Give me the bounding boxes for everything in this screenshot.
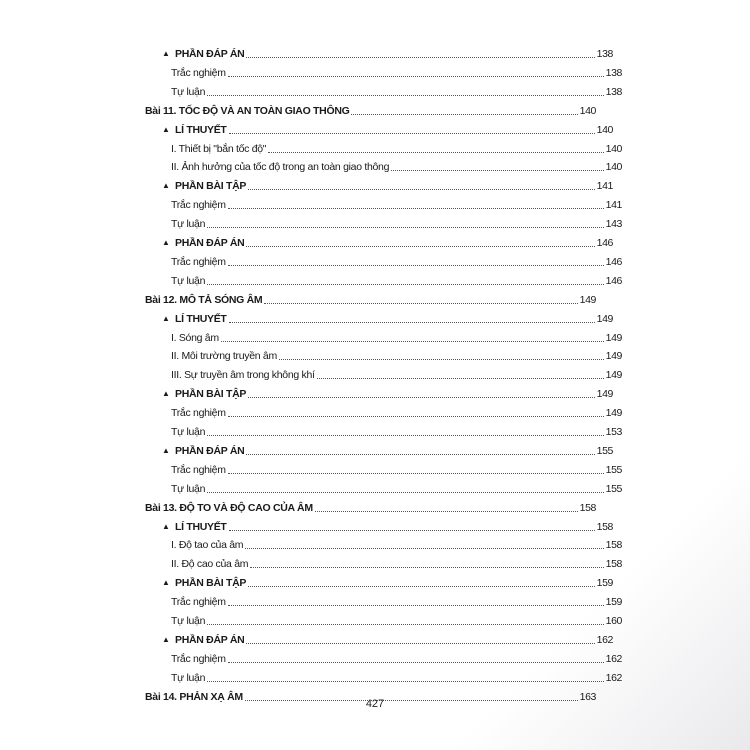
toc-entry-title: PHẦN ĐÁP ÁN <box>175 633 245 646</box>
toc-entry-title: Trắc nghiệm <box>171 463 226 476</box>
toc-subsection-entry <box>145 552 622 570</box>
dot-leader <box>250 566 603 568</box>
toc-section-entry <box>145 118 613 136</box>
toc-entry-title: LÍ THUYẾT <box>175 123 227 136</box>
dot-leader <box>207 491 604 493</box>
dot-leader <box>268 151 603 153</box>
toc-entry-title: PHẦN BÀI TẬP <box>175 388 247 401</box>
toc-entry-title: I. Sóng âm <box>171 331 219 344</box>
dot-leader <box>228 604 604 606</box>
toc-subsection-entry <box>145 609 622 627</box>
toc-chapter-entry <box>145 288 596 306</box>
toc-entry-page: 163 <box>579 690 596 703</box>
toc-entry-page: 149 <box>605 407 622 420</box>
toc-entry-page: 140 <box>605 142 622 155</box>
toc-entry-page: 146 <box>596 237 613 249</box>
toc-entry-title: I. Độ tao của âm <box>171 539 244 552</box>
toc-subsection-entry <box>145 533 622 551</box>
toc-subsection-entry <box>145 401 622 419</box>
toc-entry-page: 149 <box>605 331 622 344</box>
toc-entry-title: II. Độ cao của âm <box>171 558 249 571</box>
triangle-bullet-icon: ▲ <box>162 634 170 644</box>
toc-entry-page: 138 <box>605 85 622 98</box>
dot-leader <box>229 321 595 323</box>
toc-subsection-entry <box>145 137 622 155</box>
toc-subsection-entry <box>145 155 622 173</box>
toc-entry-page: 155 <box>596 444 613 457</box>
toc-entry-title: PHẦN BÀI TẬP <box>175 577 247 590</box>
dot-leader <box>207 434 604 436</box>
dot-leader <box>229 132 595 134</box>
toc-entry-title: Tự luận <box>171 218 206 231</box>
toc-subsection-entry <box>145 363 622 381</box>
toc-entry-page: 155 <box>605 463 622 476</box>
toc-entry-page: 160 <box>605 615 622 627</box>
toc-entry-title: Trắc nghiệm <box>171 199 226 212</box>
toc-chapter-entry <box>145 496 596 514</box>
toc-section-entry <box>145 382 613 400</box>
toc-subsection-entry <box>145 269 622 287</box>
dot-leader <box>221 340 604 342</box>
toc-subsection-entry <box>145 477 622 495</box>
toc-entry-page: 138 <box>605 66 622 79</box>
toc-entry-title: Bài 12. MÔ TẢ SÓNG ÂM <box>145 293 263 306</box>
toc-subsection-entry <box>145 212 622 230</box>
toc-section-entry <box>145 231 613 249</box>
toc-section-entry <box>145 439 613 457</box>
toc-entry-title: Tự luận <box>171 615 206 627</box>
toc-entry-title: Bài 13. ĐỘ TO VÀ ĐỘ CAO CỦA ÂM <box>145 501 313 514</box>
toc-entry-title: II. Ảnh hưởng của tốc độ trong an toàn giao thông <box>171 161 390 174</box>
dot-leader <box>207 283 604 285</box>
page-number: 427 <box>365 698 385 710</box>
triangle-bullet-icon: ▲ <box>162 124 170 134</box>
dot-leader <box>246 453 594 455</box>
toc-section-entry <box>145 42 613 60</box>
dot-leader <box>246 642 594 644</box>
toc-entry-page: 149 <box>579 293 596 306</box>
toc-entry-page: 140 <box>579 104 596 117</box>
toc-entry-title: Tự luận <box>171 426 206 438</box>
toc-entry-page: 143 <box>605 218 622 231</box>
toc-subsection-entry <box>145 80 622 98</box>
toc-entry-title: PHẦN ĐÁP ÁN <box>175 48 245 60</box>
dot-leader <box>228 207 604 209</box>
toc-subsection-entry <box>145 61 622 79</box>
toc-chapter-entry <box>145 99 596 117</box>
triangle-bullet-icon: ▲ <box>162 181 170 191</box>
toc-entry-page: 158 <box>605 539 622 552</box>
toc-entry-page: 155 <box>605 482 622 495</box>
triangle-bullet-icon: ▲ <box>162 578 170 588</box>
toc-entry-page: 146 <box>605 274 622 287</box>
dot-leader <box>317 377 604 379</box>
toc-section-entry <box>145 307 613 325</box>
toc-entry-page: 162 <box>596 633 613 646</box>
dot-leader <box>228 661 604 663</box>
triangle-bullet-icon: ▲ <box>162 238 170 247</box>
toc-subsection-entry <box>145 193 622 211</box>
dot-leader <box>264 302 577 304</box>
toc-entry-title: Bài 14. PHẢN XẠ ÂM <box>145 690 243 703</box>
toc-entry-page: 149 <box>596 312 613 325</box>
triangle-bullet-icon: ▲ <box>162 389 170 399</box>
toc-entry-page: 158 <box>596 520 613 533</box>
dot-leader <box>351 113 577 115</box>
toc-entry-title: Trắc nghiệm <box>171 652 226 665</box>
toc-entry-title: II. Môi trường truyền âm <box>171 350 277 363</box>
dot-leader <box>228 75 604 77</box>
toc-entry-title: PHẦN ĐÁP ÁN <box>175 444 245 457</box>
toc-subsection-entry <box>145 326 622 344</box>
triangle-bullet-icon: ▲ <box>162 313 170 323</box>
toc-entry-title: Tự luận <box>171 85 206 98</box>
toc-entry-title: LÍ THUYẾT <box>175 312 227 325</box>
toc-subsection-entry <box>145 458 622 476</box>
toc-entry-page: 153 <box>605 426 622 438</box>
toc-subsection-entry <box>145 344 622 362</box>
dot-leader <box>207 623 604 625</box>
toc-section-entry <box>145 628 613 646</box>
toc-section-entry <box>145 515 613 533</box>
dot-leader <box>279 358 604 360</box>
toc-entry-page: 162 <box>605 652 622 665</box>
toc-entry-page: 149 <box>605 350 622 363</box>
toc-entry-title: PHẦN BÀI TẬP <box>175 180 247 193</box>
toc-entry-page: 140 <box>605 161 622 174</box>
toc-entry-page: 158 <box>579 501 596 514</box>
toc-entry-page: 158 <box>605 558 622 571</box>
toc-entry-page: 140 <box>596 123 613 136</box>
dot-leader <box>245 547 603 549</box>
toc-entry-title: I. Thiết bị "bắn tốc độ" <box>171 142 267 155</box>
toc-entry-page: 159 <box>596 577 613 590</box>
toc-entry-title: Trắc nghiệm <box>171 255 226 268</box>
toc-subsection-entry <box>145 420 622 438</box>
toc-entry-page: 141 <box>596 180 613 193</box>
dot-leader <box>228 472 604 474</box>
triangle-bullet-icon: ▲ <box>162 49 170 58</box>
toc-entry-title: Trắc nghiệm <box>171 407 226 420</box>
dot-leader <box>228 415 604 417</box>
dot-leader <box>207 680 604 682</box>
dot-leader <box>246 56 594 58</box>
toc-entry-title: III. Sự truyền âm trong không khí <box>171 369 315 382</box>
dot-leader <box>246 245 594 247</box>
toc-entry-page: 162 <box>605 671 622 684</box>
toc-entry-page: 149 <box>605 369 622 382</box>
dot-leader <box>315 510 578 512</box>
triangle-bullet-icon: ▲ <box>162 521 170 531</box>
dot-leader <box>248 396 595 398</box>
dot-leader <box>207 94 604 96</box>
dot-leader <box>248 188 595 190</box>
toc-entry-title: Trắc nghiệm <box>171 66 226 79</box>
toc-subsection-entry <box>145 250 622 268</box>
toc-subsection-entry <box>145 666 622 684</box>
toc-entry-page: 159 <box>605 596 622 609</box>
toc-entry-title: PHẦN ĐÁP ÁN <box>175 237 245 249</box>
toc-entry-page: 149 <box>596 388 613 401</box>
dot-leader <box>229 529 595 531</box>
toc-entry-page: 138 <box>596 48 613 60</box>
toc-entry-page: 146 <box>605 255 622 268</box>
toc-subsection-entry <box>145 647 622 665</box>
triangle-bullet-icon: ▲ <box>162 445 170 455</box>
toc-subsection-entry <box>145 590 622 608</box>
dot-leader <box>391 169 604 171</box>
toc-section-entry <box>145 571 613 589</box>
dot-leader <box>228 264 604 266</box>
toc-entry-page: 141 <box>605 199 622 212</box>
toc-entry-title: Tự luận <box>171 274 206 287</box>
toc-entry-title: LÍ THUYẾT <box>175 520 227 533</box>
dot-leader <box>248 585 595 587</box>
toc-entry-title: Bài 11. TỐC ĐỘ VÀ AN TOÀN GIAO THÔNG <box>145 104 350 117</box>
toc-entry-title: Tự luận <box>171 671 206 684</box>
toc-entry-title: Tự luận <box>171 482 206 495</box>
toc-section-entry <box>145 174 613 192</box>
toc-entry-title: Trắc nghiệm <box>171 596 226 609</box>
dot-leader <box>207 226 604 228</box>
